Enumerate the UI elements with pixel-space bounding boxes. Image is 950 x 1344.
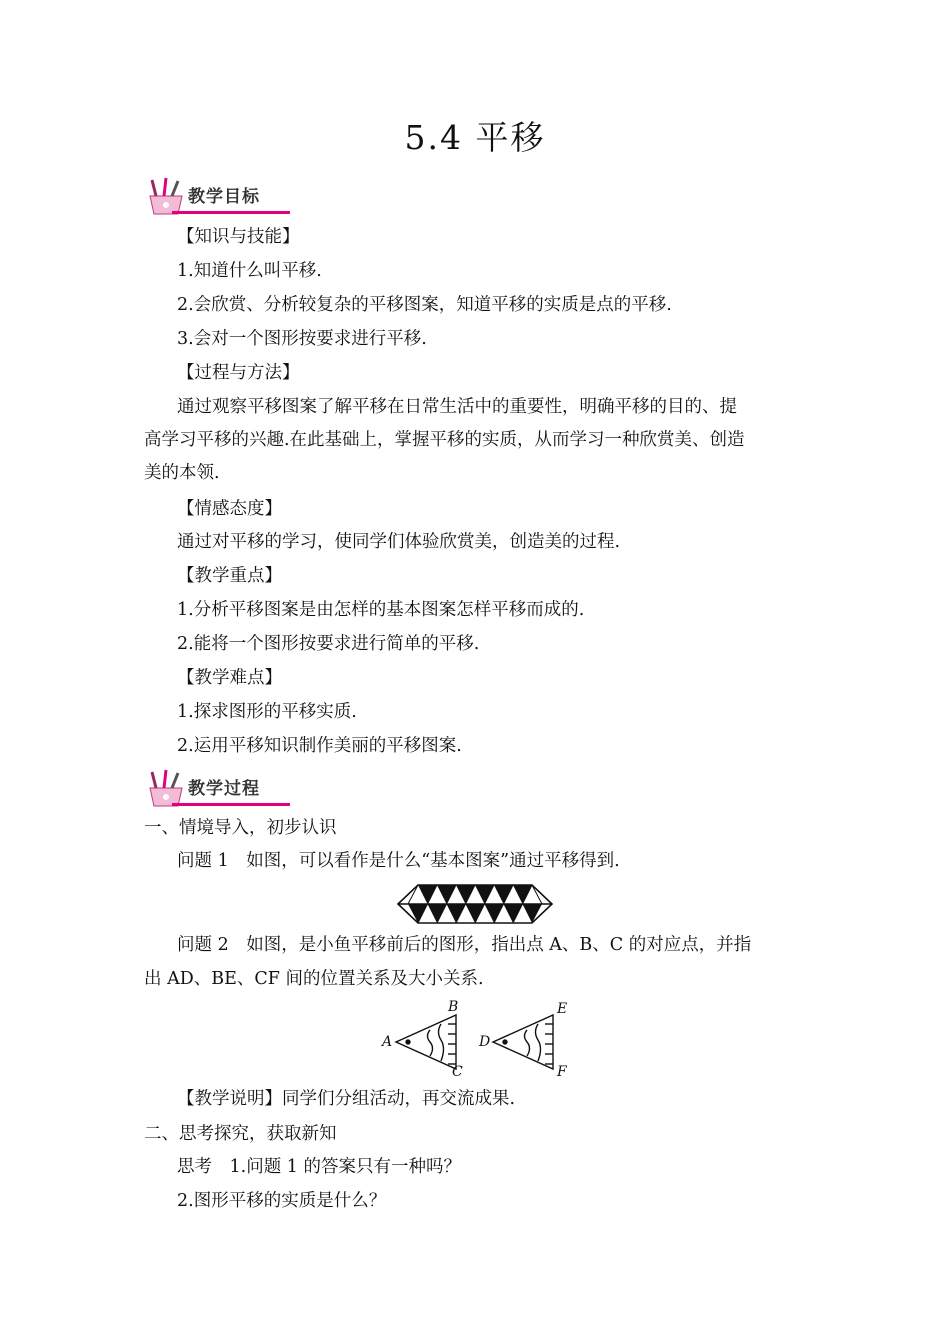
process-badge-underline <box>172 803 290 806</box>
method-para-line-2: 高学习平移的兴趣.在此基础上，掌握平移的实质，从而学习一种欣赏美、创造 <box>144 430 745 450</box>
point-label-c: C <box>452 1064 463 1080</box>
difficulty-heading: 【教学难点】 <box>177 668 282 688</box>
process-section-badge <box>142 768 292 808</box>
question-2-line-1: 问题 2 如图，是小鱼平移前后的图形，指出点 A、B、C 的对应点，并指 <box>177 935 752 955</box>
method-para-line-3: 美的本领. <box>144 463 220 483</box>
part-2-heading: 二、思考探究，获取新知 <box>144 1124 337 1144</box>
question-2-line-2: 出 AD、BE、CF 间的位置关系及大小关系. <box>144 969 484 989</box>
part-1-heading: 一、情境导入，初步认识 <box>144 818 337 838</box>
point-label-f: F <box>557 1064 567 1080</box>
emotion-item: 通过对平移的学习，使同学们体验欣赏美，创造美的过程. <box>177 532 621 552</box>
teaching-note: 【教学说明】同学们分组活动，再交流成果. <box>177 1089 516 1109</box>
method-para-line-1: 通过观察平移图案了解平移在日常生活中的重要性，明确平移的目的、提 <box>177 397 737 417</box>
knowledge-heading: 【知识与技能】 <box>177 227 300 247</box>
key-points-heading: 【教学重点】 <box>177 566 282 586</box>
fish-translation-figure <box>378 998 578 1080</box>
fish-shapes <box>378 998 578 1080</box>
emotion-heading: 【情感态度】 <box>177 499 282 519</box>
difficulty-2: 2.运用平移知识制作美丽的平移图案. <box>177 736 462 756</box>
question-1: 问题 1 如图，可以看作是什么“基本图案”通过平移得到. <box>177 851 620 871</box>
knowledge-item-3: 3.会对一个图形按要求进行平移. <box>177 329 427 349</box>
think-item-1: 思考 1.问题 1 的答案只有一种吗？ <box>177 1157 461 1177</box>
key-point-1: 1.分析平移图案是由怎样的基本图案怎样平移而成的. <box>177 600 585 620</box>
point-label-a: A <box>382 1034 393 1050</box>
key-point-2: 2.能将一个图形按要求进行简单的平移. <box>177 634 480 654</box>
method-heading: 【过程与方法】 <box>177 363 300 383</box>
triangle-strip-figure <box>396 883 554 925</box>
point-label-d: D <box>479 1034 491 1050</box>
point-label-b: B <box>448 999 459 1015</box>
process-badge-label: 教学过程 <box>188 779 260 799</box>
goals-badge-underline <box>172 211 290 214</box>
knowledge-item-1: 1.知道什么叫平移. <box>177 261 322 281</box>
pencil-cup-icon <box>142 768 192 808</box>
goals-badge-label: 教学目标 <box>188 187 260 207</box>
goals-section-badge <box>142 176 292 216</box>
knowledge-item-2: 2.会欣赏、分析较复杂的平移图案，知道平移的实质是点的平移. <box>177 295 672 315</box>
page-title: 5.4 平移 <box>404 118 546 157</box>
point-label-e: E <box>557 1001 568 1017</box>
difficulty-1: 1.探求图形的平移实质. <box>177 702 357 722</box>
think-item-2: 2.图形平移的实质是什么？ <box>177 1191 387 1211</box>
pencil-cup-icon <box>142 176 192 216</box>
